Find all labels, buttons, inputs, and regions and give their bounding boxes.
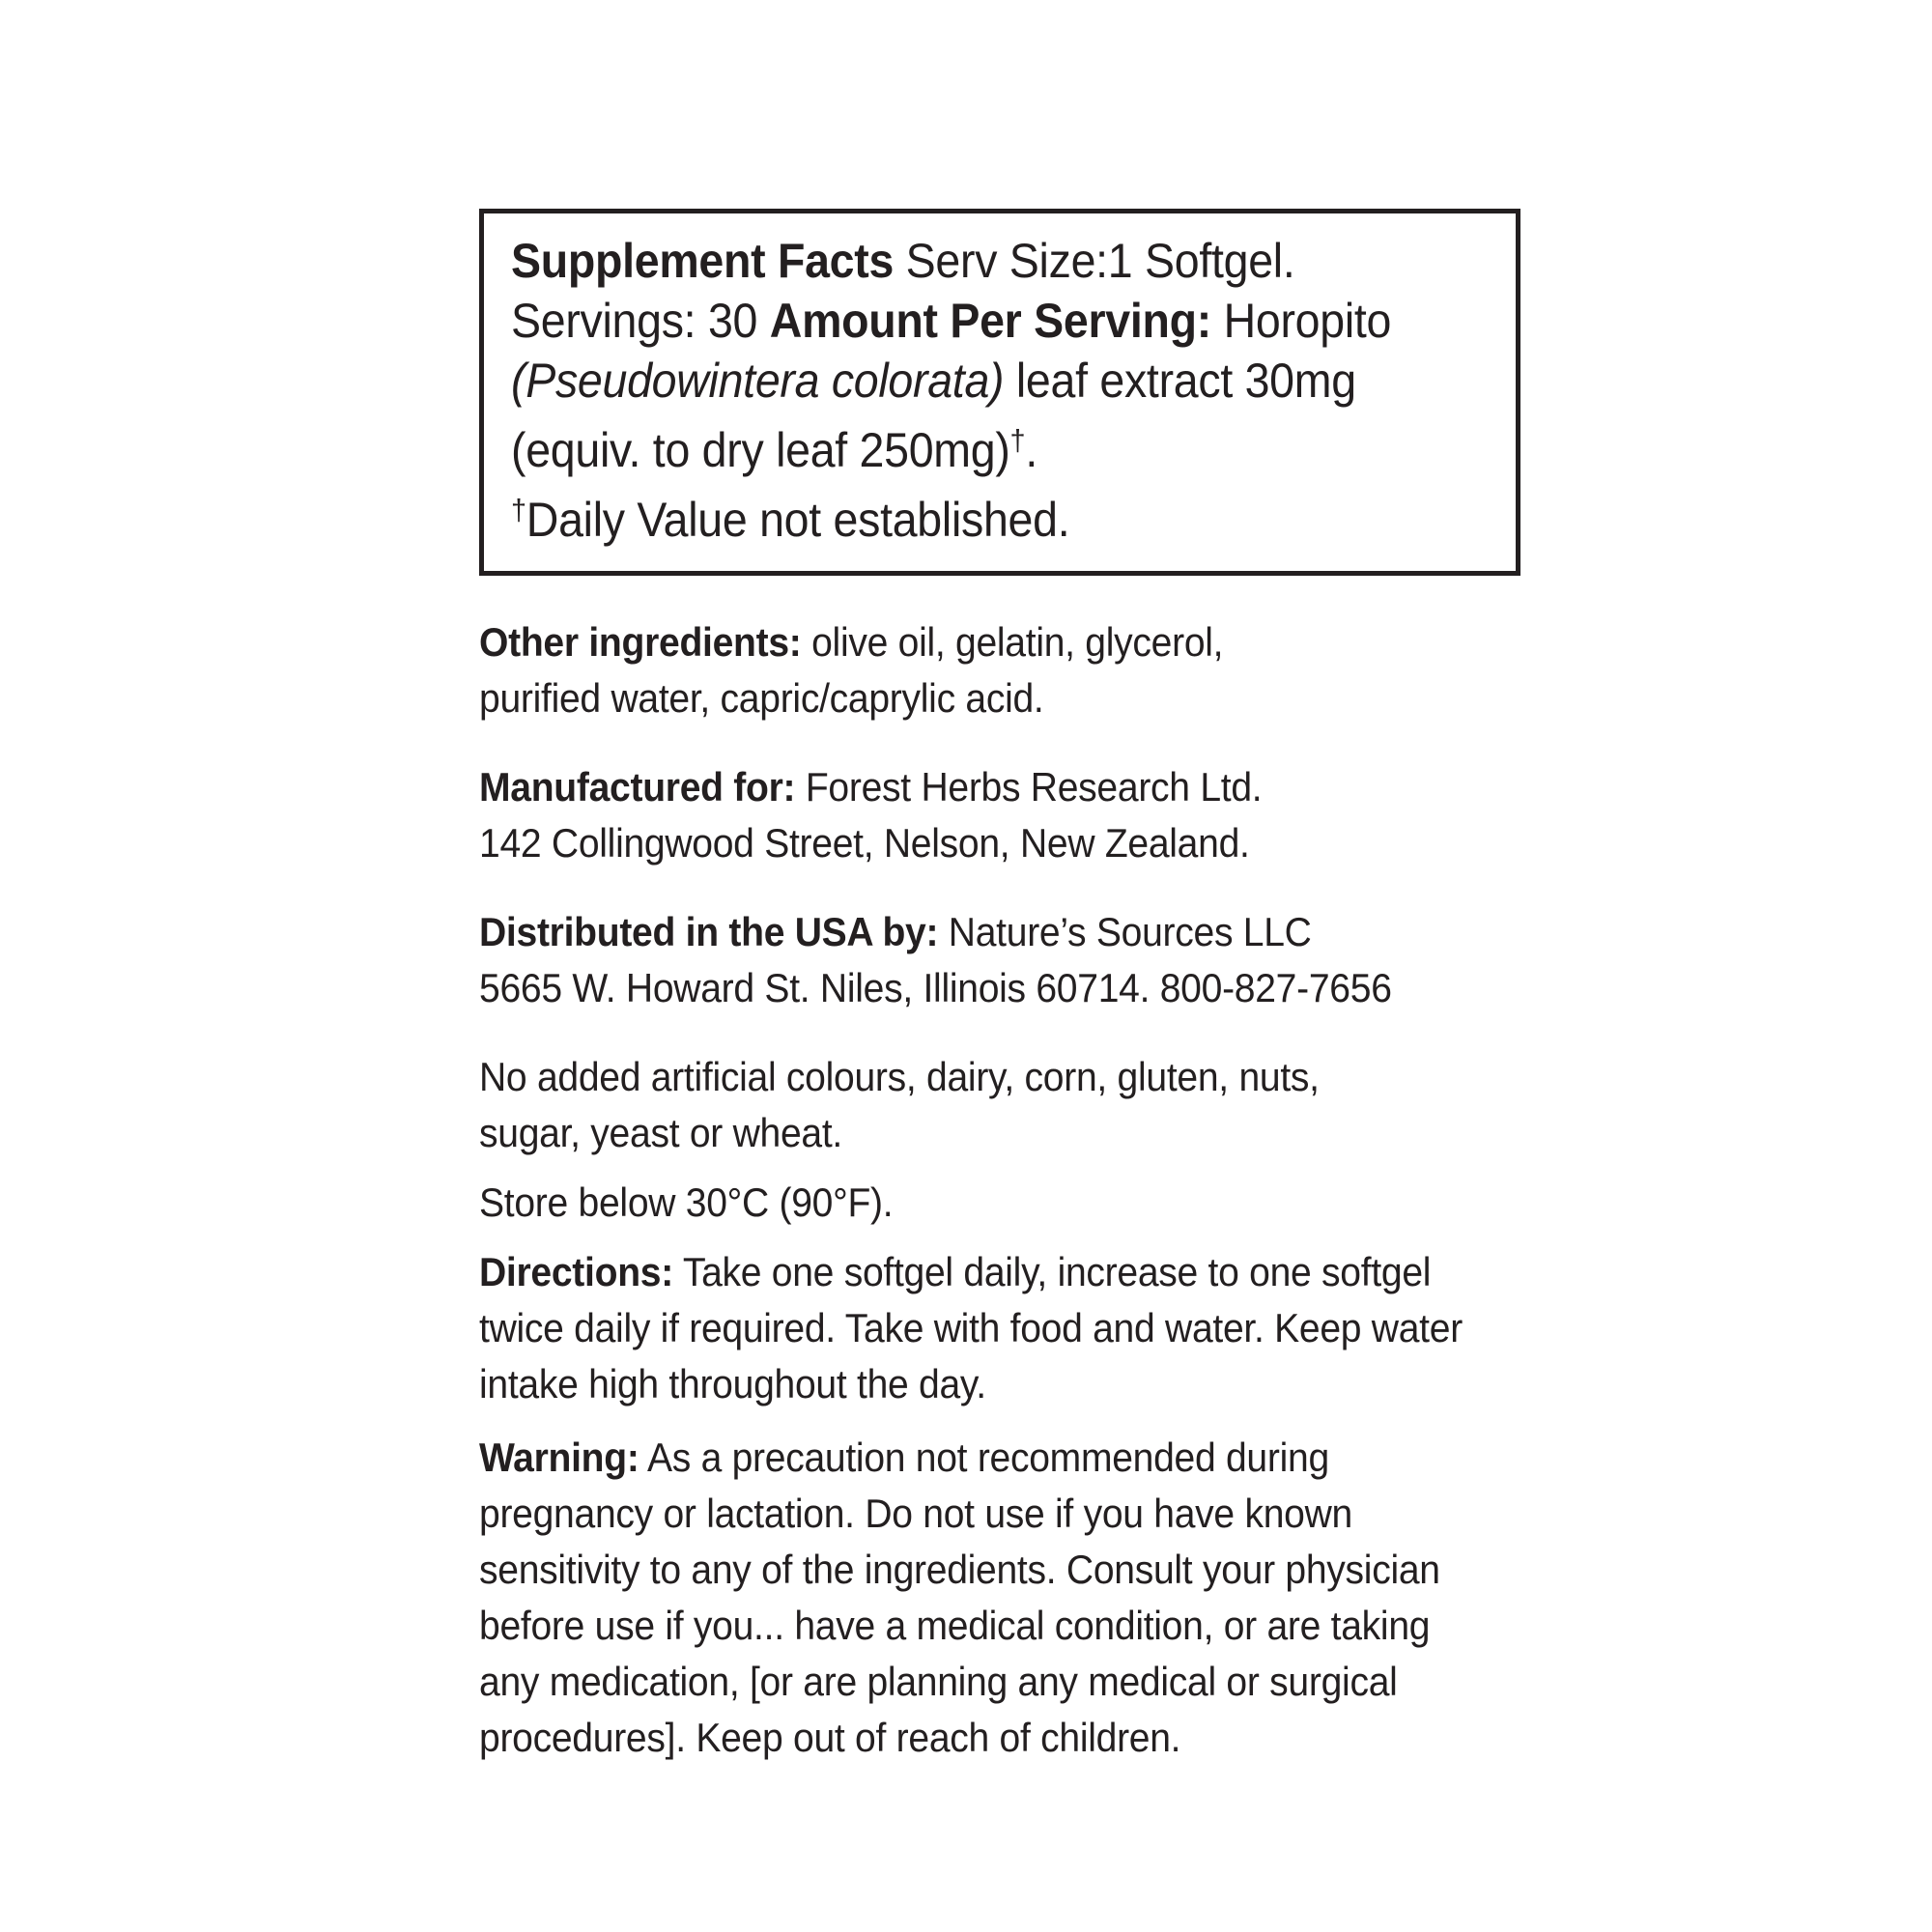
text-segment-regular: sugar, yeast or wheat. [479, 1110, 842, 1156]
warning-section [479, 1430, 1520, 1766]
text-line [479, 759, 1448, 815]
text-segment-regular: Servings: 30 [511, 294, 770, 348]
text-line [511, 480, 1422, 550]
text-line [479, 1710, 1448, 1766]
storage-statement-section [479, 1175, 1520, 1231]
text-line [479, 1105, 1448, 1161]
text-line [511, 231, 1422, 291]
text-line [479, 1244, 1448, 1300]
text-segment-regular: purified water, capric/caprylic acid. [479, 675, 1044, 722]
text-segment-superscript: † [1009, 423, 1026, 457]
text-line [479, 815, 1448, 871]
text-segment-regular: Store below 30°C (90°F). [479, 1179, 894, 1226]
text-segment-regular: leaf extract 30mg [1004, 354, 1356, 408]
text-segment-regular: twice daily if required. Take with food and water. Keep water [479, 1305, 1463, 1351]
text-segment-regular: 5665 W. Howard St. Niles, Illinois 60714. 800-827-7656 [479, 965, 1392, 1011]
text-line [479, 1654, 1448, 1710]
text-segment-bold: Manufactured for: [479, 764, 796, 810]
text-segment-regular: any medication, [or are planning any medical or surgical [479, 1659, 1398, 1705]
text-segment-regular: Take one softgel daily, increase to one softgel [672, 1249, 1432, 1295]
text-line [479, 1598, 1448, 1654]
text-segment-bold: Directions: [479, 1249, 673, 1295]
supplement-facts-box [479, 209, 1520, 576]
supplement-label [479, 209, 1520, 1766]
directions-section [479, 1244, 1520, 1412]
text-line [479, 1300, 1463, 1356]
manufactured-for-section [479, 759, 1520, 871]
text-line [479, 670, 1448, 726]
text-segment-regular: procedures]. Keep out of reach of children. [479, 1715, 1181, 1761]
text-segment-regular: Horopito [1210, 294, 1392, 348]
text-line [479, 1049, 1448, 1105]
text-line [479, 904, 1448, 960]
text-line [511, 351, 1422, 411]
text-segment-regular: (equiv. to dry leaf 250mg) [511, 423, 1010, 478]
text-segment-regular: Serv Size:1 Softgel. [894, 234, 1295, 288]
text-segment-regular: 142 Collingwood Street, Nelson, New Zealand. [479, 820, 1250, 867]
text-line [511, 411, 1422, 480]
text-segment-regular: before use if you... have a medical condition, or are taking [479, 1603, 1431, 1649]
text-segment-bold: Distributed in the USA by: [479, 909, 939, 955]
text-segment-regular: As a precaution not recommended during [639, 1435, 1329, 1481]
text-line [479, 1430, 1448, 1486]
text-segment-italic: (Pseudowintera colorata) [511, 354, 1005, 408]
text-segment-regular: No added artificial colours, dairy, corn, gluten, nuts, [479, 1054, 1320, 1100]
text-segment-bold: Amount Per Serving: [769, 294, 1211, 348]
text-line [479, 1356, 1448, 1412]
label-body-sections [479, 614, 1520, 1766]
text-line [479, 1486, 1448, 1542]
text-line [511, 291, 1422, 351]
text-segment-bold: Supplement Facts [511, 234, 895, 288]
text-segment-regular: Nature’s Sources LLC [938, 909, 1312, 955]
text-segment-regular: . [1025, 423, 1037, 478]
text-line [479, 960, 1448, 1016]
text-segment-regular: Forest Herbs Research Ltd. [795, 764, 1263, 810]
text-line [479, 614, 1448, 670]
text-segment-regular: sensitivity to any of the ingredients. Consult your physician [479, 1547, 1440, 1593]
text-segment-superscript: † [511, 493, 526, 527]
allergen-statement-section [479, 1049, 1520, 1161]
text-segment-bold: Other ingredients: [479, 619, 802, 666]
text-line [479, 1542, 1448, 1598]
text-segment-regular: pregnancy or lactation. Do not use if you have known [479, 1491, 1352, 1537]
text-segment-regular: intake high throughout the day. [479, 1361, 986, 1407]
text-line [479, 1175, 1448, 1231]
other-ingredients-section [479, 614, 1520, 726]
text-segment-regular: Daily Value not established. [526, 493, 1070, 548]
distributed-by-section [479, 904, 1520, 1016]
text-segment-bold: Warning: [479, 1435, 639, 1481]
text-segment-regular: olive oil, gelatin, glycerol, [801, 619, 1224, 666]
